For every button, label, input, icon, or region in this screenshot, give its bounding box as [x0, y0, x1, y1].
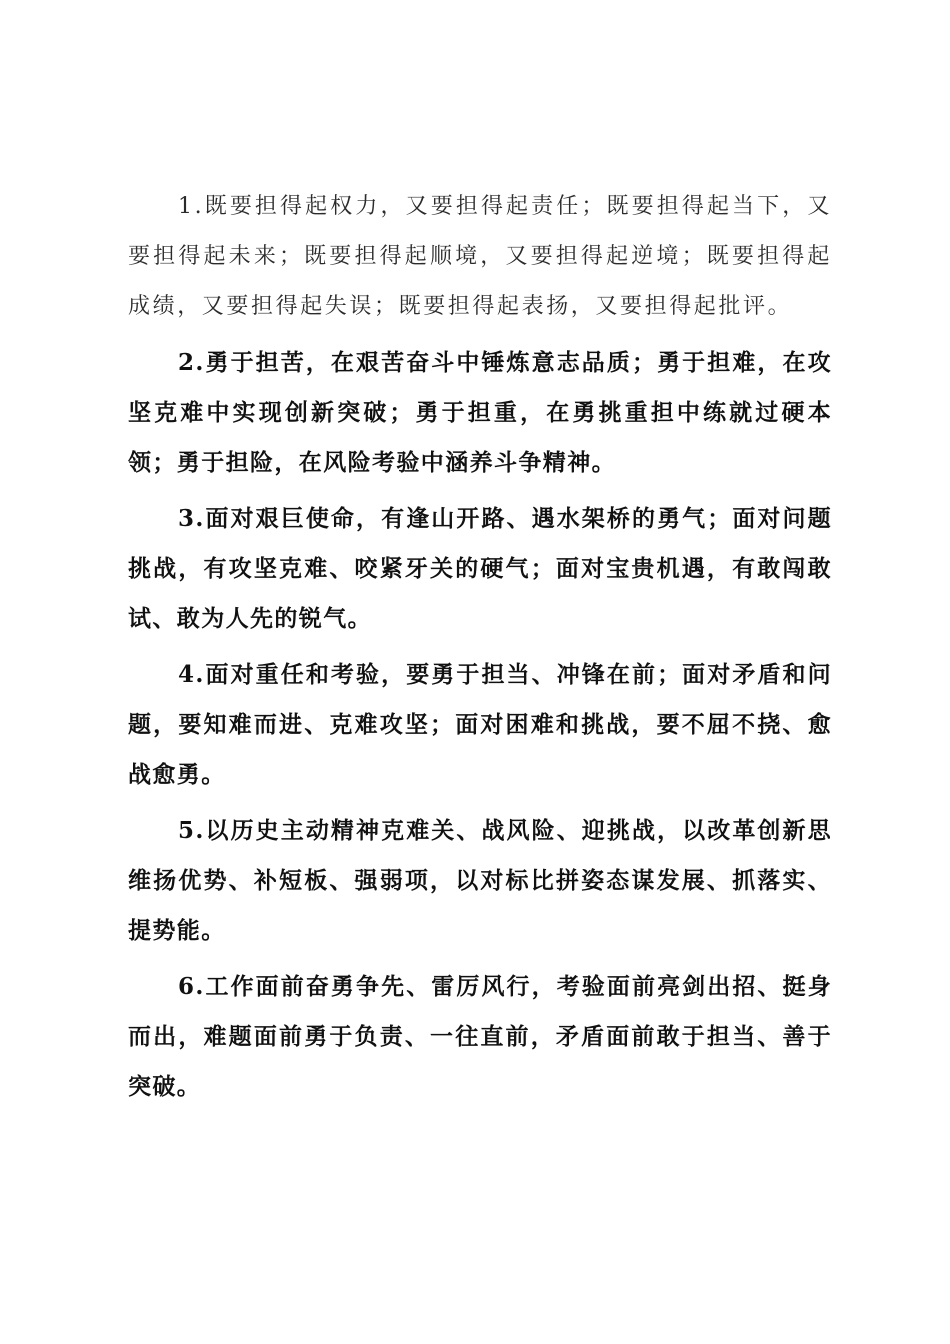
paragraph-number: 5.	[178, 817, 205, 844]
paragraph-text: 工作面前奋勇争先、雷厉风行，考验面前亮剑出招、挺身而出，难题面前勇于负责、一往直前，矛盾面前敢于担当、善于突破。	[128, 973, 832, 1100]
paragraph-text: 既要担得起权力，又要担得起责任；既要担得起当下，又要担得起未来；既要担得起顺境，又要担得起逆境；既要担得起成绩，又要担得起失误；既要担得起表扬，又要担得起批评。	[128, 194, 832, 319]
paragraph-number: 3.	[178, 505, 205, 532]
paragraph-text: 面对重任和考验，要勇于担当、冲锋在前；面对矛盾和问题，要知难而进、克难攻坚；面对困难和挑战，要不屈不挠、愈战愈勇。	[128, 661, 832, 788]
paragraph-1	[128, 182, 832, 332]
paragraph-number: 2.	[178, 349, 205, 376]
paragraph-text: 以历史主动精神克难关、战风险、迎挑战，以改革创新思维扬优势、补短板、强弱项，以对标比拼姿态谋发展、抓落实、提势能。	[128, 817, 832, 944]
paragraph-number: 1.	[178, 194, 205, 219]
paragraph-text: 勇于担苦，在艰苦奋斗中锤炼意志品质；勇于担难，在攻坚克难中实现创新突破；勇于担重，在勇挑重担中练就过硬本领；勇于担险，在风险考验中涵养斗争精神。	[128, 349, 832, 476]
paragraph-text: 面对艰巨使命，有逢山开路、遇水架桥的勇气；面对问题挑战，有攻坚克难、咬紧牙关的硬气；面对宝贵机遇，有敢闯敢试、敢为人先的锐气。	[128, 505, 832, 632]
paragraph-3	[128, 494, 832, 644]
paragraph-2	[128, 338, 832, 488]
paragraph-number: 6.	[178, 973, 205, 1000]
document-body	[128, 182, 832, 1118]
paragraph-5	[128, 806, 832, 956]
paragraph-6	[128, 962, 832, 1112]
paragraph-4	[128, 650, 832, 800]
paragraph-number: 4.	[178, 661, 205, 688]
